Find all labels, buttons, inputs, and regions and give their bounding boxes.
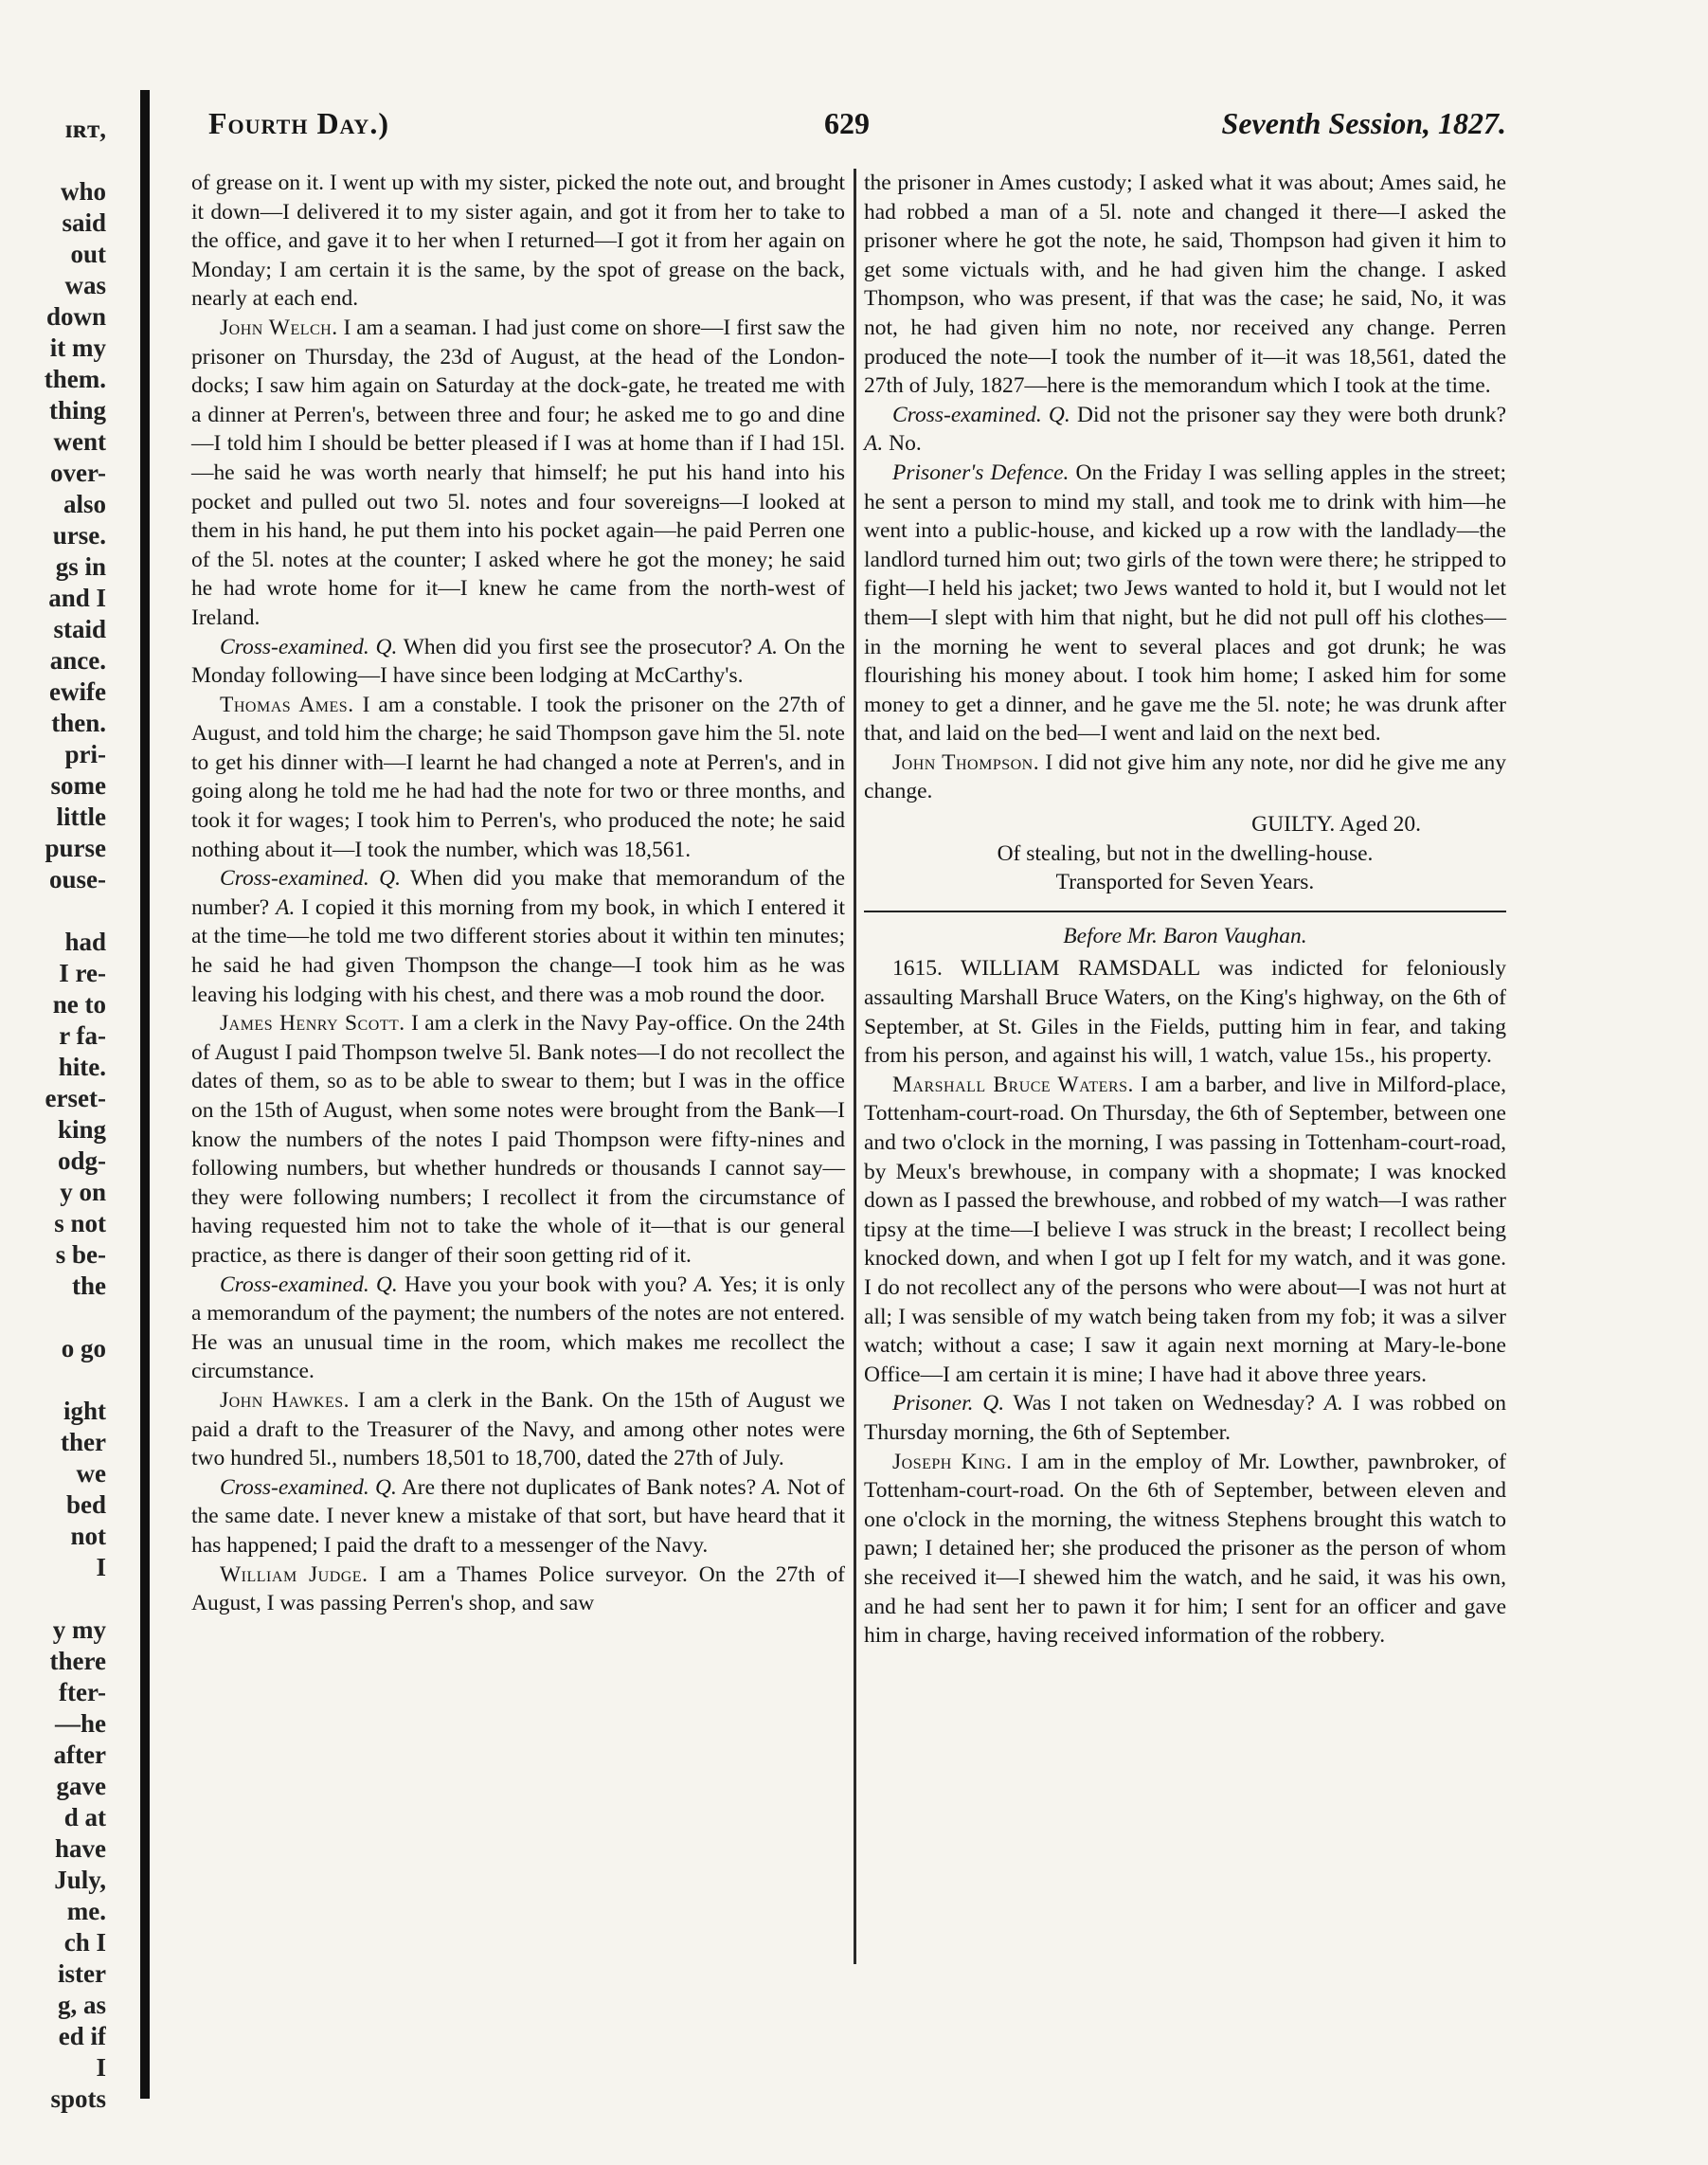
margin-fragment: then. (51, 709, 106, 737)
margin-fragment: ch I (63, 1928, 106, 1957)
margin-fragment: ister (58, 1959, 106, 1988)
margin-fragment: gs in (55, 552, 106, 581)
margin-fragment (4, 145, 106, 176)
answer-text: Yes; it is only a memorandum of the payment; the numbers of the notes are not entered. He was an unusual time in the room, which makes me recollect the circumstance. (191, 1272, 845, 1384)
margin-fragment: I re- (59, 959, 106, 987)
exam-label: Cross-examined. Q. (220, 866, 401, 892)
margin-fragment: odg- (57, 1146, 106, 1175)
cross-examination (191, 633, 845, 691)
exam-label: Cross-examined. Q. (892, 402, 1070, 427)
margin-fragment: fter- (59, 1678, 106, 1706)
margin-fragment (4, 1302, 106, 1333)
witness-name: William Judge. (220, 1561, 369, 1587)
verdict: GUILTY. Aged 20. (1251, 812, 1421, 838)
witness-name: James Henry Scott. (220, 1011, 405, 1037)
margin-fragment: went (53, 427, 106, 456)
margin-fragment: r fa- (59, 1021, 106, 1050)
answer-label: A. (864, 431, 884, 457)
margin-fragment (4, 895, 106, 927)
answer-label: A. (276, 894, 296, 920)
margin-fragment: g, as (57, 1991, 106, 2019)
answer-text: I copied it this morning from my book, in which I entered it at the time—he told me two different stories about it within ten minutes; he said he had given Thompson the change—I took him as he was leaving his lodging with his chest, and there was a mob round the door. (191, 894, 846, 1007)
answer-text: On the Monday following—I have since been lodging at McCarthy's. (191, 634, 845, 689)
margin-fragment: the (72, 1272, 106, 1300)
margin-fragment: spots (50, 2084, 106, 2113)
witness-name: Marshall Bruce Waters. (892, 1072, 1134, 1097)
margin-fragment: it my (49, 334, 106, 362)
answer-label: A. (693, 1272, 713, 1297)
paragraph-text: of grease on it. I went up with my sister, picked the note out, and brought it down—I delivered it to my sister again, and got it from her to take to the office, and gave it to her when I returned—I got it from her again on Monday; I am certain it is the same, by the spot of grease on the back, nearly at each end. (191, 171, 845, 312)
margin-fragment: them. (44, 365, 106, 393)
right-column (864, 169, 1506, 1651)
margin-fragment: not (70, 1522, 106, 1550)
header-day: Fourth Day.) (208, 106, 389, 140)
margin-fragment: y my (52, 1615, 106, 1644)
exam-label: Prisoner. Q. (892, 1391, 1005, 1416)
margin-fragment: ouse- (49, 865, 106, 893)
margin-fragment: staid (53, 615, 106, 643)
margin-fragment: s not (54, 1209, 106, 1237)
defendant-name: WILLIAM RAMSDALL (961, 956, 1200, 982)
testimony-john-welch (191, 314, 845, 633)
exam-label: Cross-examined. Q. (220, 1474, 397, 1500)
testimony-text: I am a seaman. I had just come on shore—I first saw the prisoner on Thursday, the 23d of August, at the head of the London-docks; I saw him again on Saturday at the dock-gate, he treated me with a dinner at Perren's, between three and four; he asked me to go and dine—I told him I should be better pleased if I was at home than if I had 15l.—he said he was worth nearly that himself; he put his hand into his pocket and pulled out two 5l. notes and four sovereigns—I looked at them in his hand, he put them into his pocket again—he paid Perren one of the 5l. notes at the counter; I asked where he got the money; he said he had wrote home for it—I knew he came from the north-west of Ireland. (191, 315, 846, 630)
witness-name: Joseph King. (892, 1449, 1013, 1474)
margin-fragment: I (96, 2053, 106, 2082)
margin-fragment: urse. (52, 521, 106, 550)
defence-text: On the Friday I was selling apples in the street; he sent a person to mind my stall, and took me to drink with him—he went into a public-house, and kicked up a row with the landlady—the landlord turned him out; two girls of the town were there; he stripped to fight—I held his jacket; two Jews wanted to hold it, but I would not let them—I slept with him that night, but he did not pull off his clothes—in the morning he went to several places and got drunk; he was flourishing his money about. I took him home; I asked him for some money to get a dinner, and he gave me the 5l. note; he was drunk after that, and laid on the bed—I went and laid on the next bed. (864, 460, 1506, 747)
sentence-line: Transported for Seven Years. (1055, 870, 1315, 895)
margin-fragment: said (62, 208, 106, 237)
testimony-john-thompson (864, 749, 1506, 806)
margin-fragment: me. (66, 1897, 106, 1925)
page-number: 629 (824, 106, 870, 140)
case-number: 1615. (892, 956, 943, 982)
margin-fragment: king (57, 1115, 106, 1144)
margin-fragment: bed (65, 1490, 106, 1519)
testimony-text: I am a clerk in the Navy Pay-office. On the 24th of August I paid Thompson twelve 5l. Bank notes—I do not recollect the dates of them, so as to be able to swear to them; but I was in the office on the 15th of August, when some notes were brought from the Bank—I know the numbers of the notes I paid Thompson were fifty-nines and following numbers, but whether hundreds or thousands I cannot say—they were following numbers; I recollect it from the circumstance of having requested him not to take the whole of it—that is our general practice, as there is danger of their soon getting rid of it. (191, 1011, 845, 1268)
margin-fragment: purse (45, 834, 106, 862)
testimony-text: I am a barber, and live in Milford-place, Tottenham-court-road. On Thursday, the 6th of September, between one and two o'clock in the morning, I was passing in Tottenham-court-road, by Meux's brewhouse, in company with a shopmate; I was knocked down as I passed the brewhouse, and robbed of my watch—I was rather tipsy at the time—I believe I was struck in the breast; I recollect being knocked down, and when I got up I felt for my watch, and it was gone. I do not recollect any of the persons who were about—I was not hurt at all; I was sensible of my watch being taken from my fob; it was a silver watch; without a case; I saw it again next morning at Mary-le-bone Office—I am certain it is mine; I have had it above three years. (864, 1072, 1506, 1387)
testimony-text: I am a clerk in the Bank. On the 15th of August we paid a draft to the Treasurer of the Navy, and among other notes were two hundred 5l., numbers 18,501 to 18,700, dated the 27th of July. (191, 1387, 846, 1471)
margin-fragment: after (53, 1741, 106, 1769)
margin-fragment: I (96, 1553, 106, 1581)
margin-fragment: had (64, 928, 106, 956)
testimony-text: I am a Thames Police surveyor. On the 27th of August, I was passing Perren's shop, and saw (191, 1561, 845, 1616)
margin-fragment: down (45, 302, 106, 331)
section-rule (864, 911, 1506, 912)
left-column (191, 169, 845, 1618)
cross-examination (191, 864, 845, 1009)
margin-fragment (4, 1364, 106, 1396)
testimony-text: I am a constable. I took the prisoner on the 27th of August, and told him the charge; he said Thompson gave him the 5l. note to get his dinner with—I learnt he had changed a note at Perren's, and in going along he told me he had had the note for two or three months, and took it for wages; I took him to Perren's, who produced the note; he said nothing about it—I took the number, which was 18,561. (191, 692, 845, 862)
margin-fragment: ight (63, 1397, 106, 1425)
margin-fragment: was (64, 271, 106, 299)
paragraph-text: the prisoner in Ames custody; I asked what it was about; Ames said, he had robbed a man of a 5l. note and changed it there—I asked the prisoner where he got the note, he said, Thompson had given it him to get some victuals with, and he had given him the change. I asked Thompson, who was present, if that was the case; he said, No, it was not, he had given him no note, nor received any change. Perren produced the note—I took the number of it—it was 18,561, dated the 27th of July, 1827—here is the memorandum which I took at the time. (864, 171, 1506, 399)
witness-name: John Welch. (220, 315, 338, 340)
margin-fragment: July, (54, 1866, 106, 1894)
question-text: When did you make that memorandum of the number? (191, 866, 845, 920)
testimony-marshall-bruce-waters (864, 1071, 1506, 1390)
margin-fragment: y on (60, 1178, 106, 1206)
witness-name: Thomas Ames. (220, 692, 354, 717)
answer-label: A. (758, 634, 778, 659)
exam-label: Cross-examined. Q. (220, 1272, 398, 1297)
margin-fragment: there (49, 1647, 106, 1675)
margin-fragment: thing (48, 396, 106, 424)
margin-fragment: ɪʀᴛ, (64, 115, 106, 143)
cross-examination (191, 1271, 845, 1386)
margin-fragment: hite. (58, 1053, 106, 1081)
answer-label: A. (1323, 1391, 1343, 1416)
header-session: Seventh Session, 1827. (1221, 106, 1506, 140)
question-text: Are there not duplicates of Bank notes? (401, 1474, 757, 1500)
question-text: When did you first see the prosecutor? (403, 634, 752, 659)
margin-fragment: d at (63, 1803, 106, 1831)
question-text: Did not the prisoner say they were both drunk? (1076, 402, 1507, 427)
margin-fragment: and I (48, 584, 106, 612)
margin-fragment: gave (56, 1772, 106, 1800)
binding-gutter (140, 90, 150, 2099)
answer-label: A. (762, 1474, 782, 1500)
answer-text: I was robbed on Thursday morning, the 6th of September. (864, 1391, 1506, 1445)
cross-examination (864, 401, 1506, 459)
margin-fragment: ed if (58, 2022, 106, 2050)
sentence-line: Of stealing, but not in the dwelling-house. (997, 840, 1374, 866)
margin-fragment: ther (61, 1428, 106, 1456)
indictment (864, 954, 1506, 1070)
testimony-text: I did not give him any note, nor did he give me any change. (864, 749, 1507, 804)
margin-fragment: over- (50, 459, 106, 487)
indictment-text: was indicted for feloniously assaulting Marshall Bruce Waters, on the King's highway, on the 6th of September, at St. Giles in the Fields, putting him in fear, and taking from his person, and against his will, 1 watch, value 15s., his property. (864, 956, 1507, 1069)
cross-examination (191, 1473, 845, 1561)
margin-fragment (4, 1583, 106, 1615)
testimony-thomas-ames (191, 691, 845, 865)
column-divider (854, 169, 856, 1964)
running-header (199, 106, 1506, 153)
margin-fragment: ewife (49, 677, 106, 706)
defence-label: Prisoner's Defence. (892, 460, 1070, 485)
margin-fragment: ance. (49, 646, 106, 675)
margin-fragment: ne to (52, 990, 106, 1019)
testimony-james-henry-scott (191, 1009, 845, 1270)
judge-heading: Before Mr. Baron Vaughan. (1063, 923, 1307, 948)
question-text: Was I not taken on Wednesday? (1013, 1391, 1315, 1416)
margin-fragment: erset- (45, 1084, 106, 1112)
question-text: Have you your book with you? (404, 1272, 688, 1297)
witness-name: John Thompson. (892, 749, 1040, 775)
margin-fragment: some (50, 771, 106, 800)
margin-fragment: who (60, 177, 106, 206)
paragraph (191, 169, 845, 314)
margin-fragment: little (56, 803, 106, 831)
margin-fragment: pri- (64, 740, 106, 768)
margin-fragment: have (55, 1834, 106, 1863)
margin-fragment: also (63, 490, 106, 518)
facing-page-fragments (4, 114, 106, 2115)
margin-fragment: s be- (55, 1240, 106, 1269)
prisoner-question (864, 1389, 1506, 1447)
exam-label: Cross-examined. Q. (220, 634, 398, 659)
testimony-text: I am in the employ of Mr. Lowther, pawnbroker, of Tottenham-court-road. On the 6th of September, between eleven and one o'clock in the morning, the witness Stephens brought this watch to pawn; I detained her; she produced the prisoner as the person of whom she received it—I shewed him the watch, and he said, it was his own, and he had sent her to pawn it for him; I sent for an officer and gave him in charge, having received information of the robbery. (864, 1449, 1507, 1649)
answer-text: No. (889, 431, 922, 457)
prisoner-defence (864, 459, 1506, 749)
margin-fragment: o go (61, 1334, 106, 1362)
testimony-joseph-king (864, 1448, 1506, 1651)
margin-fragment: —he (55, 1709, 106, 1738)
witness-name: John Hawkes. (220, 1387, 351, 1413)
testimony-john-hawkes (191, 1386, 845, 1473)
testimony-william-judge (191, 1561, 845, 1618)
paragraph (864, 169, 1506, 401)
margin-fragment: we (76, 1459, 106, 1488)
margin-fragment: out (70, 240, 106, 268)
answer-text: Not of the same date. I never knew a mistake of that sort, but have heard that it has happened; I paid the draft to a messenger of the Navy. (191, 1474, 845, 1558)
